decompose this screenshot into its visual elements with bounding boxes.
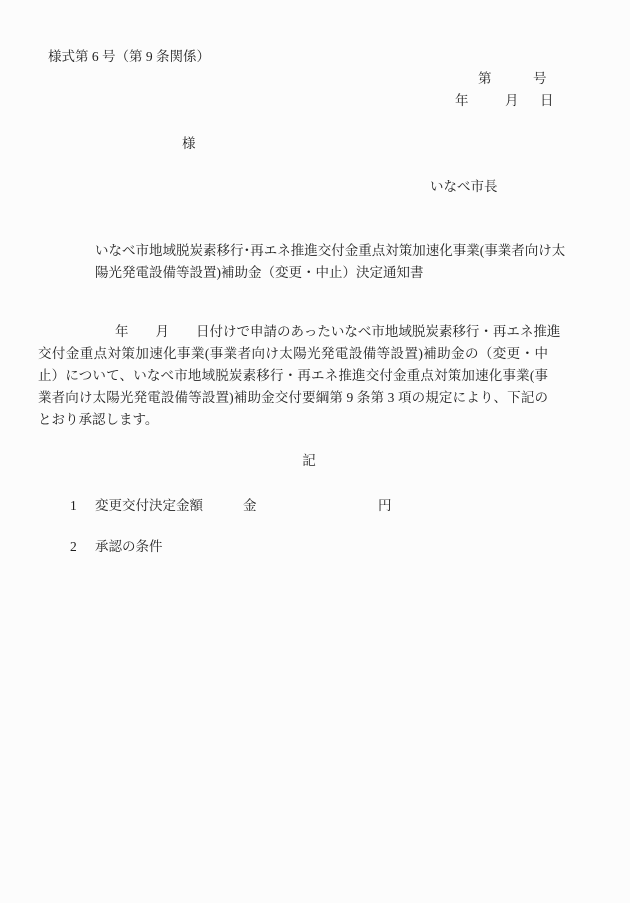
document-title-line-2: 陽光発電設備等設置)補助金（変更・中止）決定通知書 (95, 265, 424, 280)
date-year-label: 年 (455, 93, 469, 108)
body-line-4: 業者向け太陽光発電設備等設置)補助金交付要綱第 9 条第 3 項の規定により、下記の (38, 390, 548, 405)
body-line-3: 止）について、いなべ市地域脱炭素移行・再エネ推進交付金重点対策加速化事業(事 (38, 368, 548, 383)
item-1-label: 変更交付決定金額 (95, 498, 203, 513)
date-day-label: 日 (540, 93, 554, 108)
item-1-amount-unit: 円 (378, 498, 392, 513)
date-month-label: 月 (505, 93, 519, 108)
doc-number-suffix: 号 (533, 71, 547, 86)
body-line-2: 交付金重点対策加速化事業(事業者向け太陽光発電設備等設置)補助金の（変更・中 (38, 346, 548, 361)
form-number: 様式第 6 号（第 9 条関係） (48, 49, 210, 64)
item-2-label: 承認の条件 (95, 539, 163, 554)
item-1-number: 1 (70, 498, 77, 513)
item-2-number: 2 (70, 539, 77, 554)
record-heading: 記 (302, 453, 316, 468)
addressee-honorific: 様 (182, 136, 196, 151)
doc-number-prefix: 第 (478, 71, 492, 86)
item-1-amount-prefix: 金 (243, 498, 257, 513)
document-title-line-1: いなべ市地域脱炭素移行･再エネ推進交付金重点対策加速化事業(事業者向け太 (95, 243, 566, 258)
body-line-5: とおり承認します。 (38, 412, 159, 427)
body-line-1: 年 月 日付けで申請のあったいなべ市地域脱炭素移行・再エネ推進 (115, 324, 561, 339)
body-paragraph (38, 321, 561, 431)
sender-name: いなべ市長 (430, 179, 498, 194)
document-title (95, 240, 570, 284)
